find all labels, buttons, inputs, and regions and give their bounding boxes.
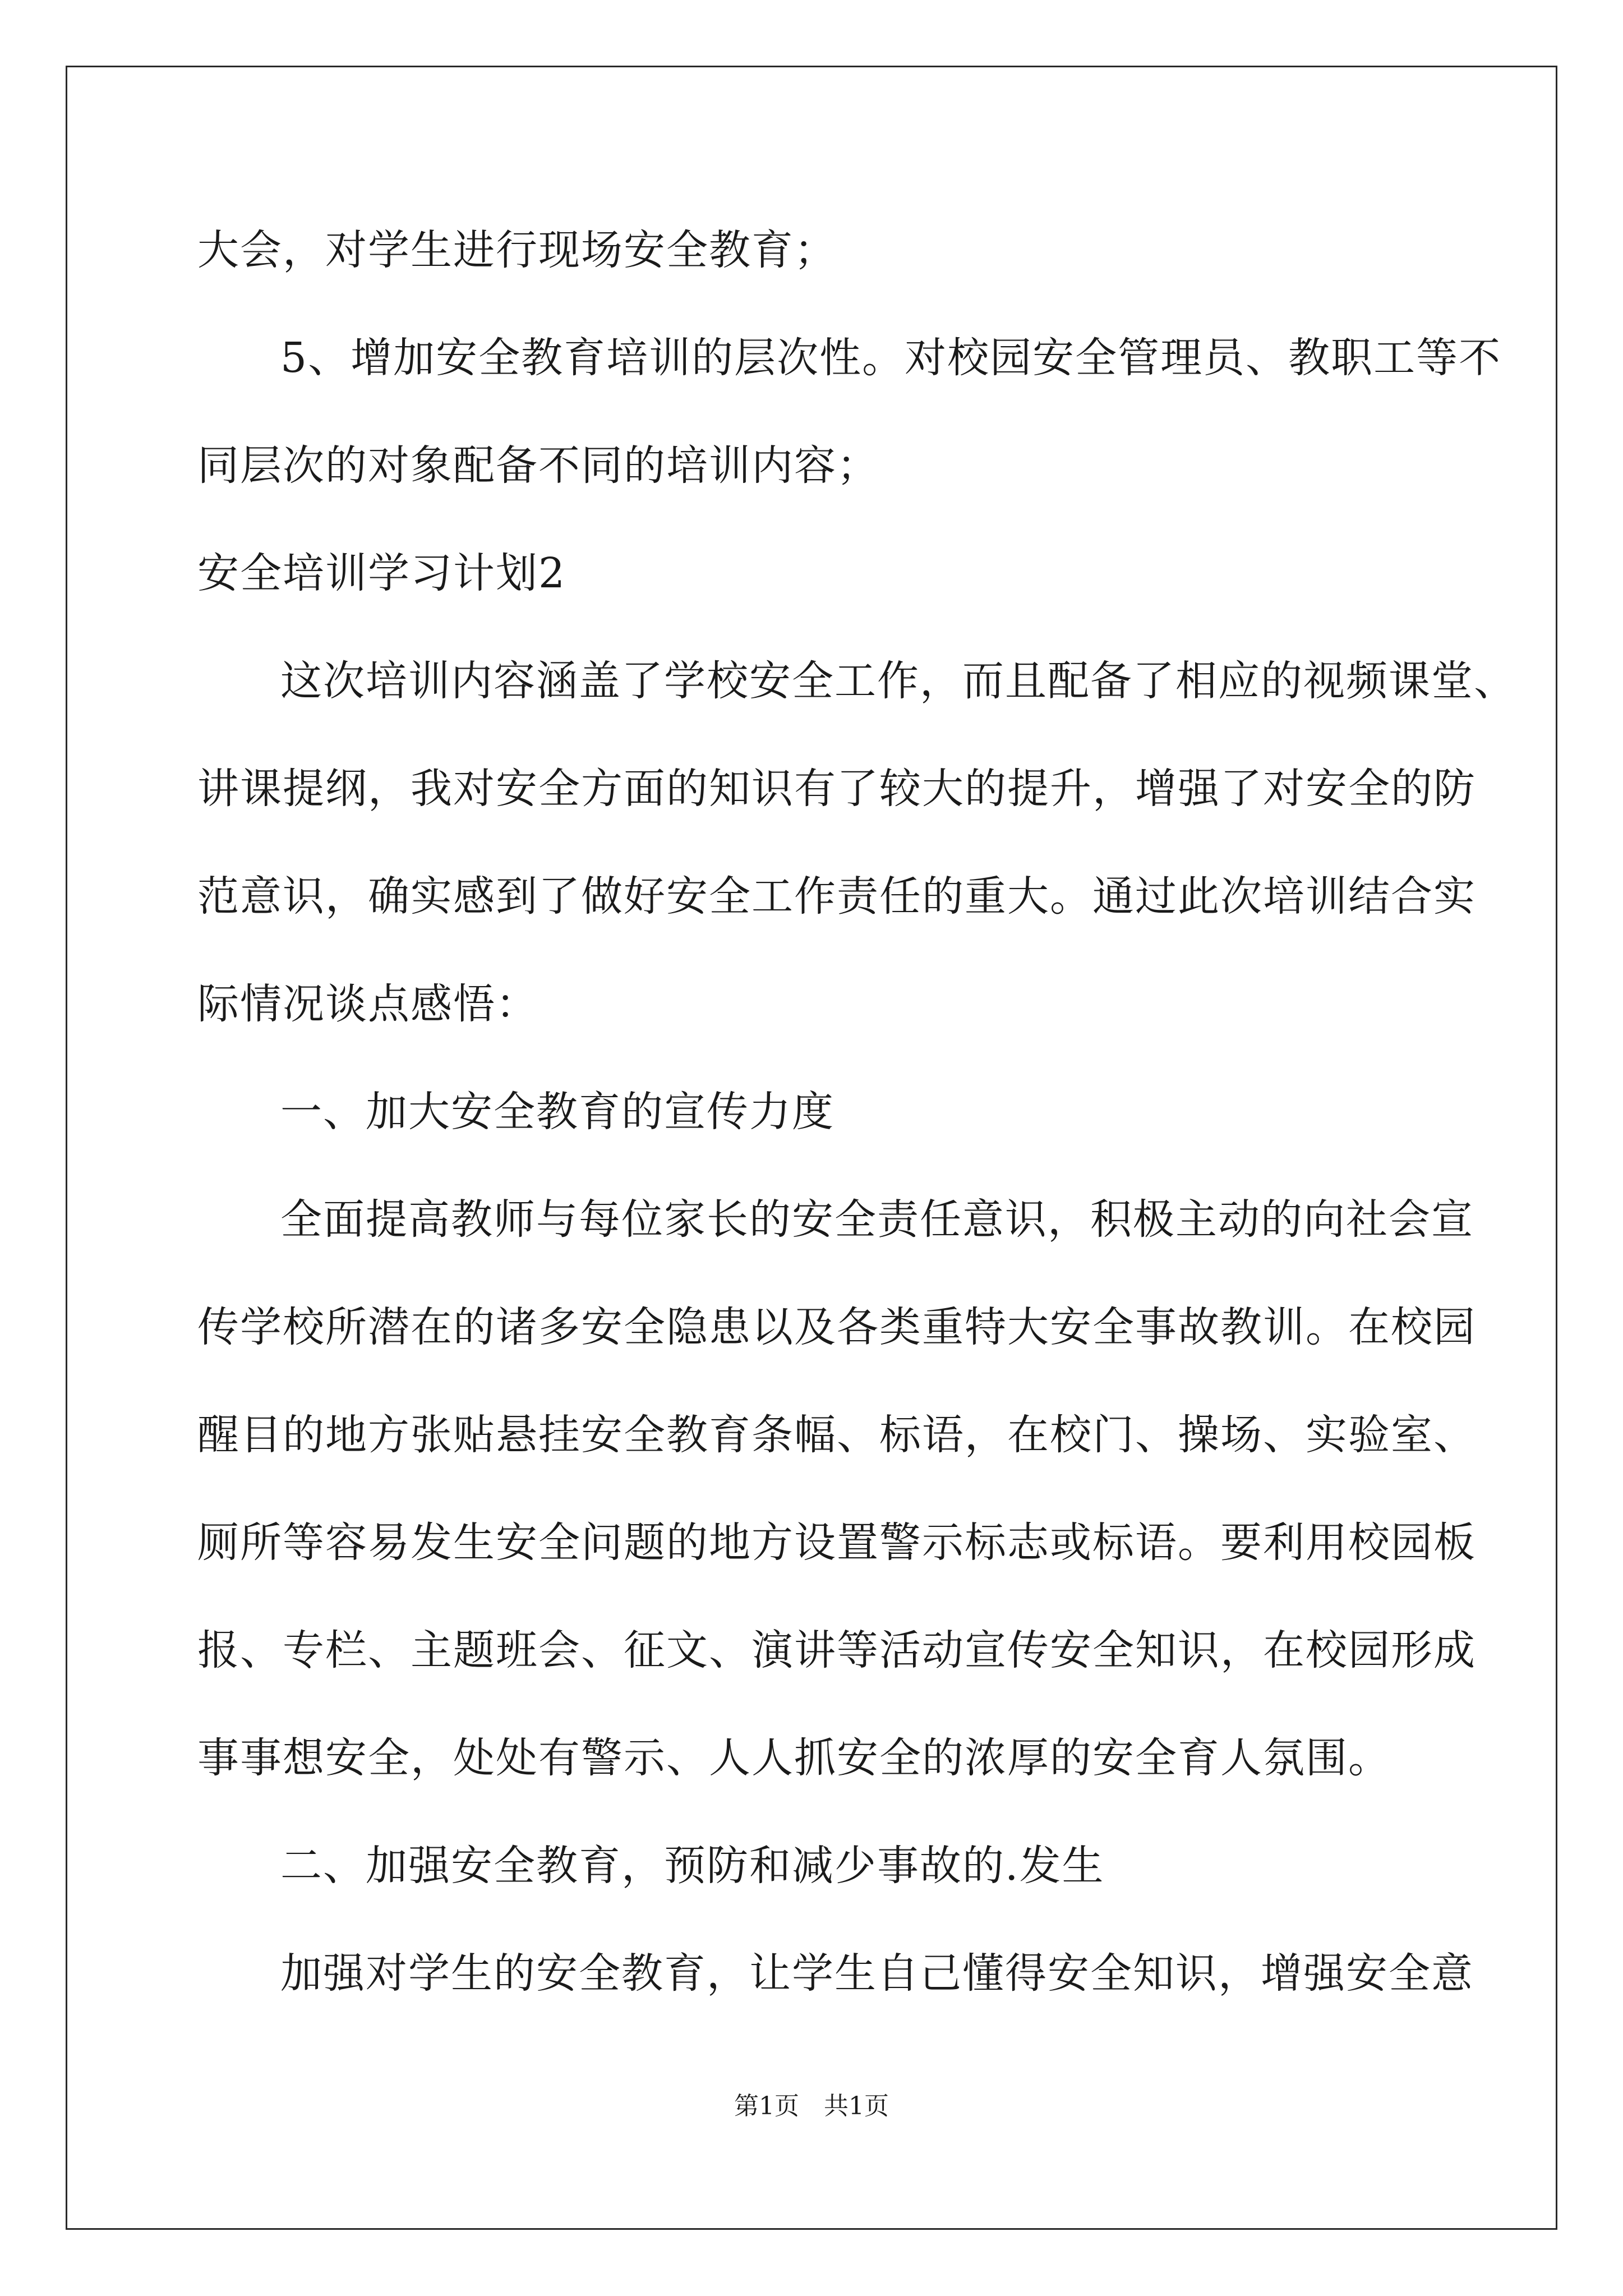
text-line: 传学校所潜在的诸多安全隐患以及各类重特大安全事故教训。在校园 — [197, 1303, 1476, 1351]
text-line: 5、增加安全教育培训的层次性。对校园安全管理员、教职工等不 — [280, 334, 1502, 382]
text-line: 安全培训学习计划2 — [197, 549, 566, 597]
text-line: 这次培训内容涵盖了学校安全工作，而且配备了相应的视频课堂、 — [280, 657, 1516, 705]
text-line: 大会，对学生进行现场安全教育； — [197, 226, 837, 274]
text-line: 事事想安全，处处有警示、人人抓安全的浓厚的安全育人氛围。 — [197, 1734, 1391, 1782]
text-line: 同层次的对象配备不同的培训内容； — [197, 441, 879, 490]
page-footer: 第1页 共1页 — [734, 2092, 889, 2120]
text-line: 讲课提纲，我对安全方面的知识有了较大的提升，增强了对安全的防 — [197, 765, 1476, 813]
text-line: 二、加强安全教育，预防和减少事故的.发生 — [280, 1842, 1105, 1890]
text-line: 厕所等容易发生安全问题的地方设置警示标志或标语。要利用校园板 — [197, 1519, 1476, 1567]
text-line: 全面提高教师与每位家长的安全责任意识，积极主动的向社会宣 — [280, 1195, 1474, 1244]
text-line: 际情况谈点感悟： — [197, 980, 538, 1028]
text-line: 范意识，确实感到了做好安全工作责任的重大。通过此次培训结合实 — [197, 872, 1476, 921]
text-line: 加强对学生的安全教育，让学生自己懂得安全知识，增强安全意 — [280, 1949, 1474, 1998]
text-line: 报、专栏、主题班会、征文、演讲等活动宣传安全知识，在校园形成 — [197, 1626, 1476, 1674]
text-line: 醒目的地方张贴悬挂安全教育条幅、标语，在校门、操场、实验室、 — [197, 1411, 1476, 1459]
text-line: 一、加大安全教育的宣传力度 — [280, 1088, 834, 1136]
document-body — [197, 196, 1516, 2027]
